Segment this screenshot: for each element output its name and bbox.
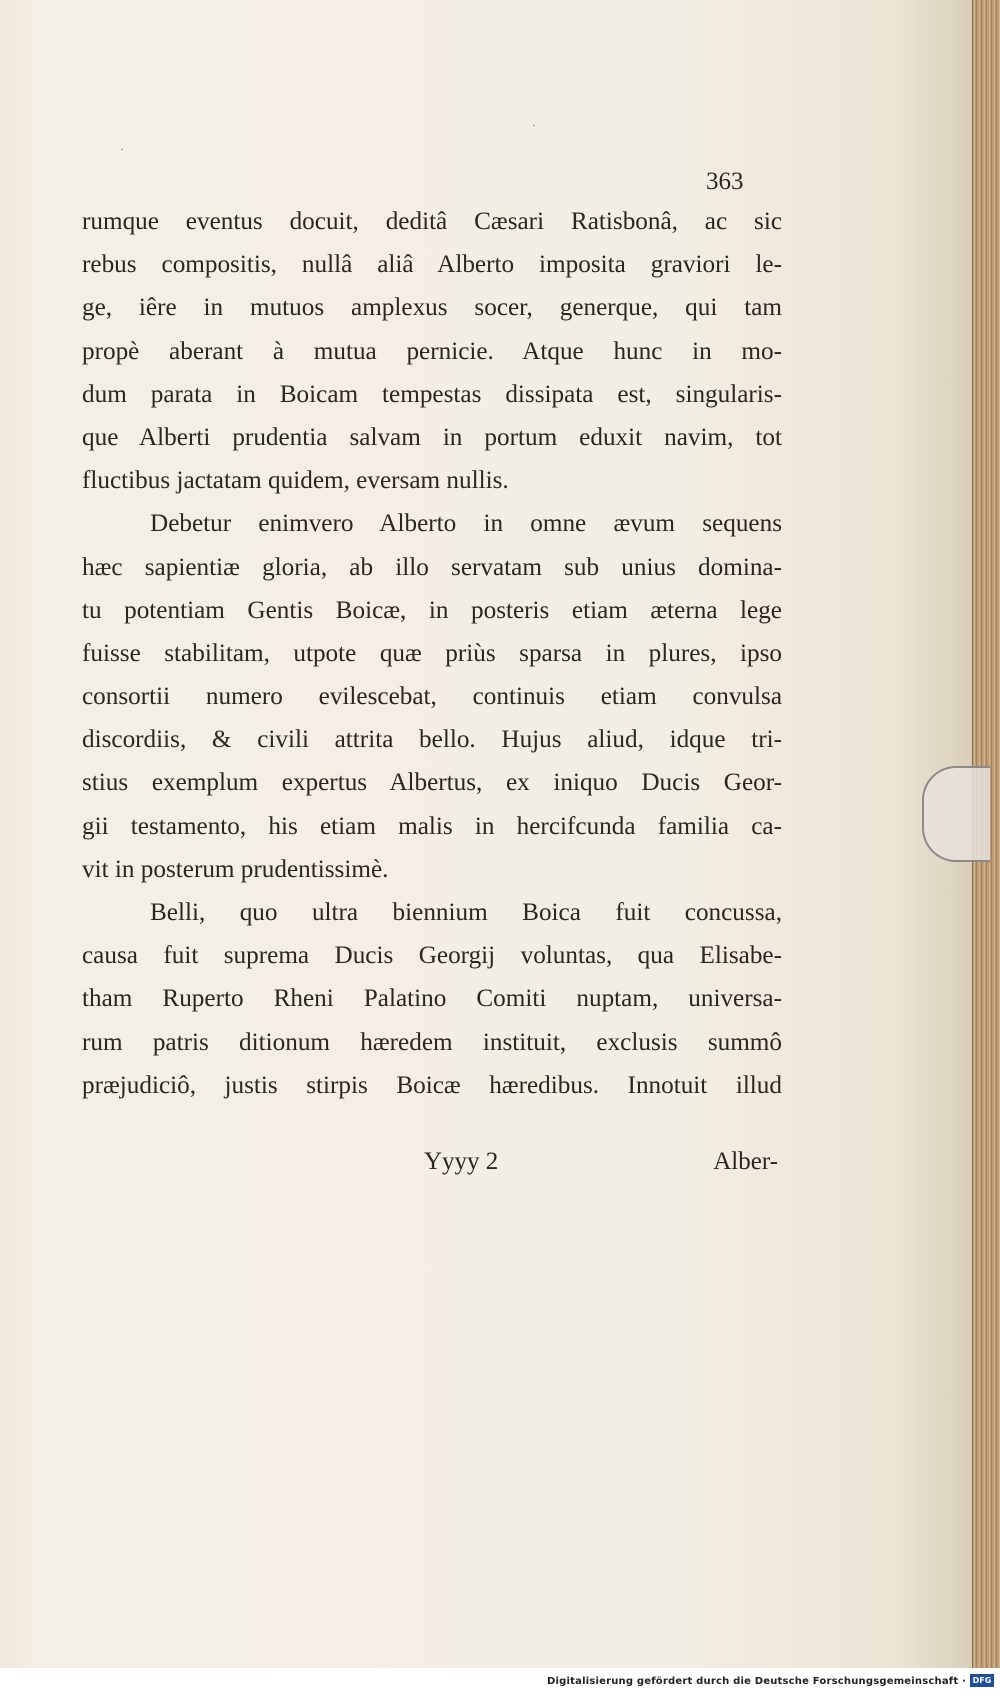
text-line: Belli, quo ultra biennium Boica fuit concussa,: [150, 899, 782, 926]
text-line: præjudiciô, justis stirpis Boicæ hæredibus. Innotuit illud: [82, 1071, 782, 1099]
text-line: discordiis, & civili attrita bello. Hujus aliud, idque tri-: [82, 726, 782, 754]
text-line: propè aberant à mutua pernicie. Atque hunc in mo-: [82, 337, 782, 365]
text-line: tham Ruperto Rheni Palatino Comiti nuptam, universa-: [82, 985, 782, 1013]
text-line: ge, iêre in mutuos amplexus socer, generque, qui tam: [82, 294, 782, 322]
page-foot: [82, 1148, 782, 1188]
text-line: consortii numero evilescebat, continuis etiam convulsa: [82, 683, 782, 711]
ink-speck-mark: ·: [120, 142, 124, 156]
text-line: vit in posterum prudentissimè.: [82, 855, 389, 883]
text-line: que Alberti prudentia salvam in portum eduxit navim, tot: [82, 423, 782, 451]
signature-mark: Yyyy 2: [424, 1148, 499, 1175]
text-line: rum patris ditionum hæredem instituit, exclusis summô: [82, 1028, 782, 1056]
text-line: hæc sapientiæ gloria, ab illo servatam sub unius domina-: [82, 553, 782, 581]
page-number: 363: [706, 168, 744, 195]
text-line: dum parata in Boicam tempestas dissipata est, singularis-: [82, 380, 782, 408]
text-line: rebus compositis, nullâ aliâ Alberto imposita graviori le-: [82, 251, 782, 279]
text-line: fluctibus jactatam quidem, eversam nullis.: [82, 467, 509, 495]
text-line: Debetur enimvero Alberto in omne ævum sequens: [150, 510, 782, 538]
catchword: Alber-: [713, 1148, 778, 1175]
funding-credit: Digitalisierung gefördert durch die Deutsche Forschungsgemeinschaft ·: [547, 1676, 966, 1687]
text-line: fuisse stabilitam, utpote quæ priùs sparsa in plures, ipso: [82, 639, 782, 667]
text-line: stius exemplum expertus Albertus, ex iniquo Ducis Geor-: [82, 769, 782, 797]
body-text: [82, 200, 782, 1107]
text-line: causa fuit suprema Ducis Georgij voluntas, qua Elisabe-: [82, 942, 782, 970]
text-line: gii testamento, his etiam malis in hercifcunda familia ca-: [82, 812, 782, 840]
ink-speck-mark: ·: [532, 118, 536, 132]
text-line: rumque eventus docuit, deditâ Cæsari Ratisbonâ, ac sic: [82, 208, 782, 235]
text-line: tu potentiam Gentis Boicæ, in posteris etiam æterna lege: [82, 596, 782, 624]
page-clip-icon: [922, 766, 990, 862]
dfg-logo-icon: DFG: [970, 1674, 994, 1687]
